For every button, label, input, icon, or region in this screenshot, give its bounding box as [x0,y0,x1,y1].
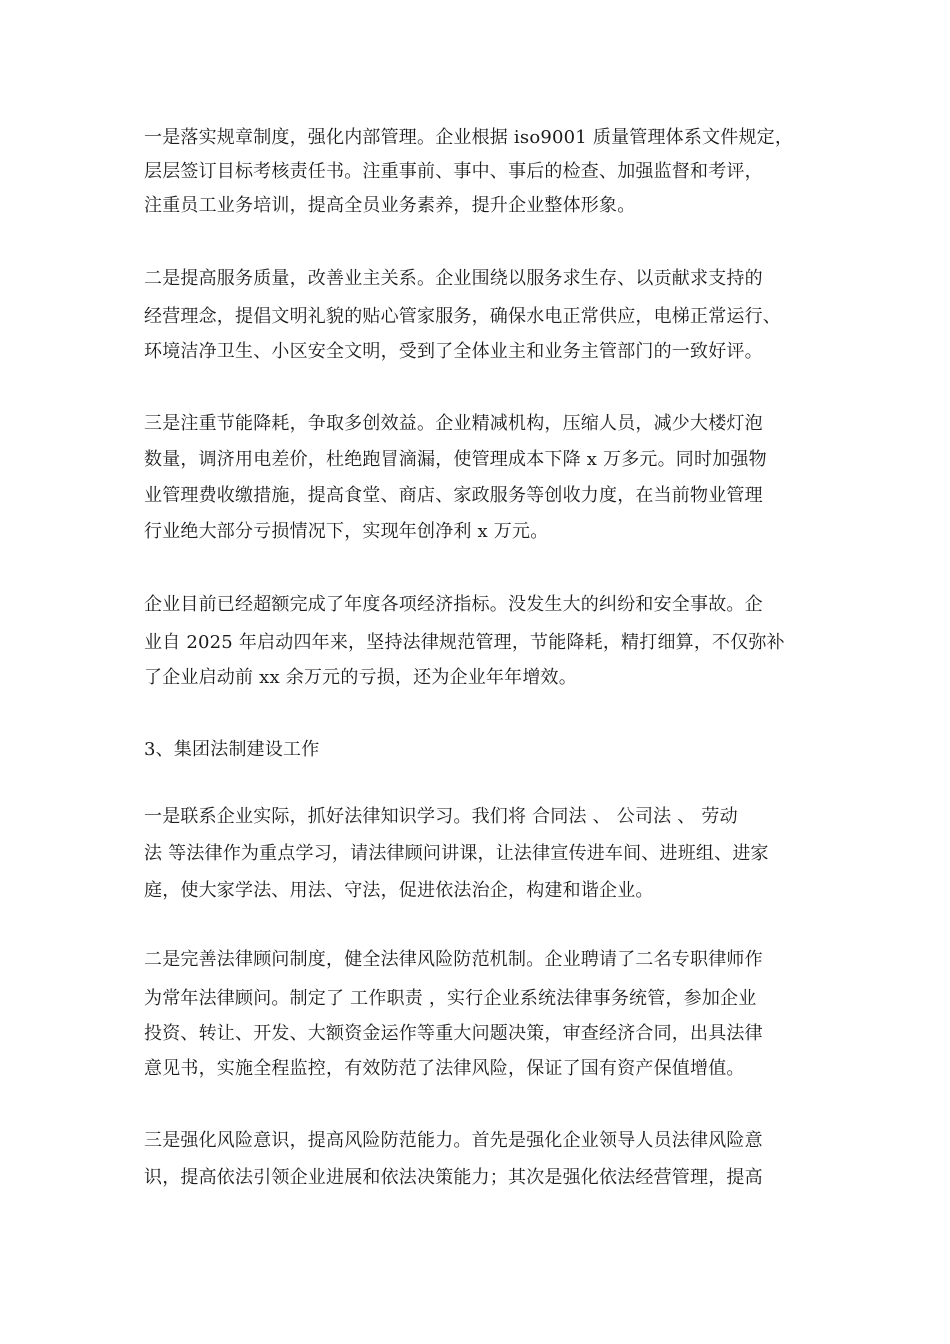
paragraph-7-line-1: 二是完善法律顾问制度，健全法律风险防范机制。企业聘请了二名专职律师作 [144,949,763,970]
section-heading: 3、集团法制建设工作 [144,739,320,760]
paragraph-1-line-1: 一是落实规章制度，强化内部管理。企业根据 iso9001 质量管理体系文件规定， [144,127,794,148]
paragraph-3-line-4: 行业绝大部分亏损情况下，实现年创净利 x 万元。 [144,521,549,542]
paragraph-4-line-3: 了企业启动前 xx 余万元的亏损，还为企业年年增效。 [144,667,577,688]
paragraph-6-line-3: 庭，使大家学法、用法、守法，促进依法治企，构建和谐企业。 [144,880,654,901]
paragraph-8-line-2: 识，提高依法引领企业进展和依法决策能力；其次是强化依法经营管理，提高 [144,1167,763,1188]
paragraph-7-line-2: 为常年法律顾问。制定了 工作职责 ，实行企业系统法律事务统管，参加企业 [144,988,757,1009]
paragraph-6-line-1: 一是联系企业实际，抓好法律知识学习。我们将 合同法 、 公司法 、 劳动 [144,806,738,827]
paragraph-4-line-1: 企业目前已经超额完成了年度各项经济指标。没发生大的纠纷和安全事故。企 [144,594,763,615]
paragraph-2-line-3: 环境洁净卫生、小区安全文明，受到了全体业主和业务主管部门的一致好评。 [144,341,763,362]
paragraph-1-line-2: 层层签订目标考核责任书。注重事前、事中、事后的检查、加强监督和考评， [144,161,763,182]
paragraph-3-line-2: 数量，调济用电差价，杜绝跑冒滴漏，使管理成本下降 x 万多元。同时加强物 [144,449,767,470]
paragraph-6-line-2: 法 等法律作为重点学习，请法律顾问讲课，让法律宣传进车间、进班组、进家 [144,843,769,864]
paragraph-1-line-3: 注重员工业务培训，提高全员业务素养，提升企业整体形象。 [144,195,636,216]
paragraph-3-line-3: 业管理费收缴措施，提高食堂、商店、家政服务等创收力度，在当前物业管理 [144,485,763,506]
paragraph-3-line-1: 三是注重节能降耗，争取多创效益。企业精减机构，压缩人员，减少大楼灯泡 [144,413,763,434]
paragraph-7-line-4: 意见书，实施全程监控，有效防范了法律风险，保证了国有资产保值增值。 [144,1058,745,1079]
paragraph-8-line-1: 三是强化风险意识，提高风险防范能力。首先是强化企业领导人员法律风险意 [144,1130,763,1151]
paragraph-4-line-2: 业自 2025 年启动四年来，坚持法律规范管理，节能降耗，精打细算，不仅弥补 [144,632,785,653]
paragraph-2-line-1: 二是提高服务质量，改善业主关系。企业围绕以服务求生存、以贡献求支持的 [144,268,763,289]
paragraph-7-line-3: 投资、转让、开发、大额资金运作等重大问题决策，审查经济合同，出具法律 [144,1023,763,1044]
paragraph-2-line-2: 经营理念，提倡文明礼貌的贴心管家服务，确保水电正常供应，电梯正常运行、 [144,306,781,327]
